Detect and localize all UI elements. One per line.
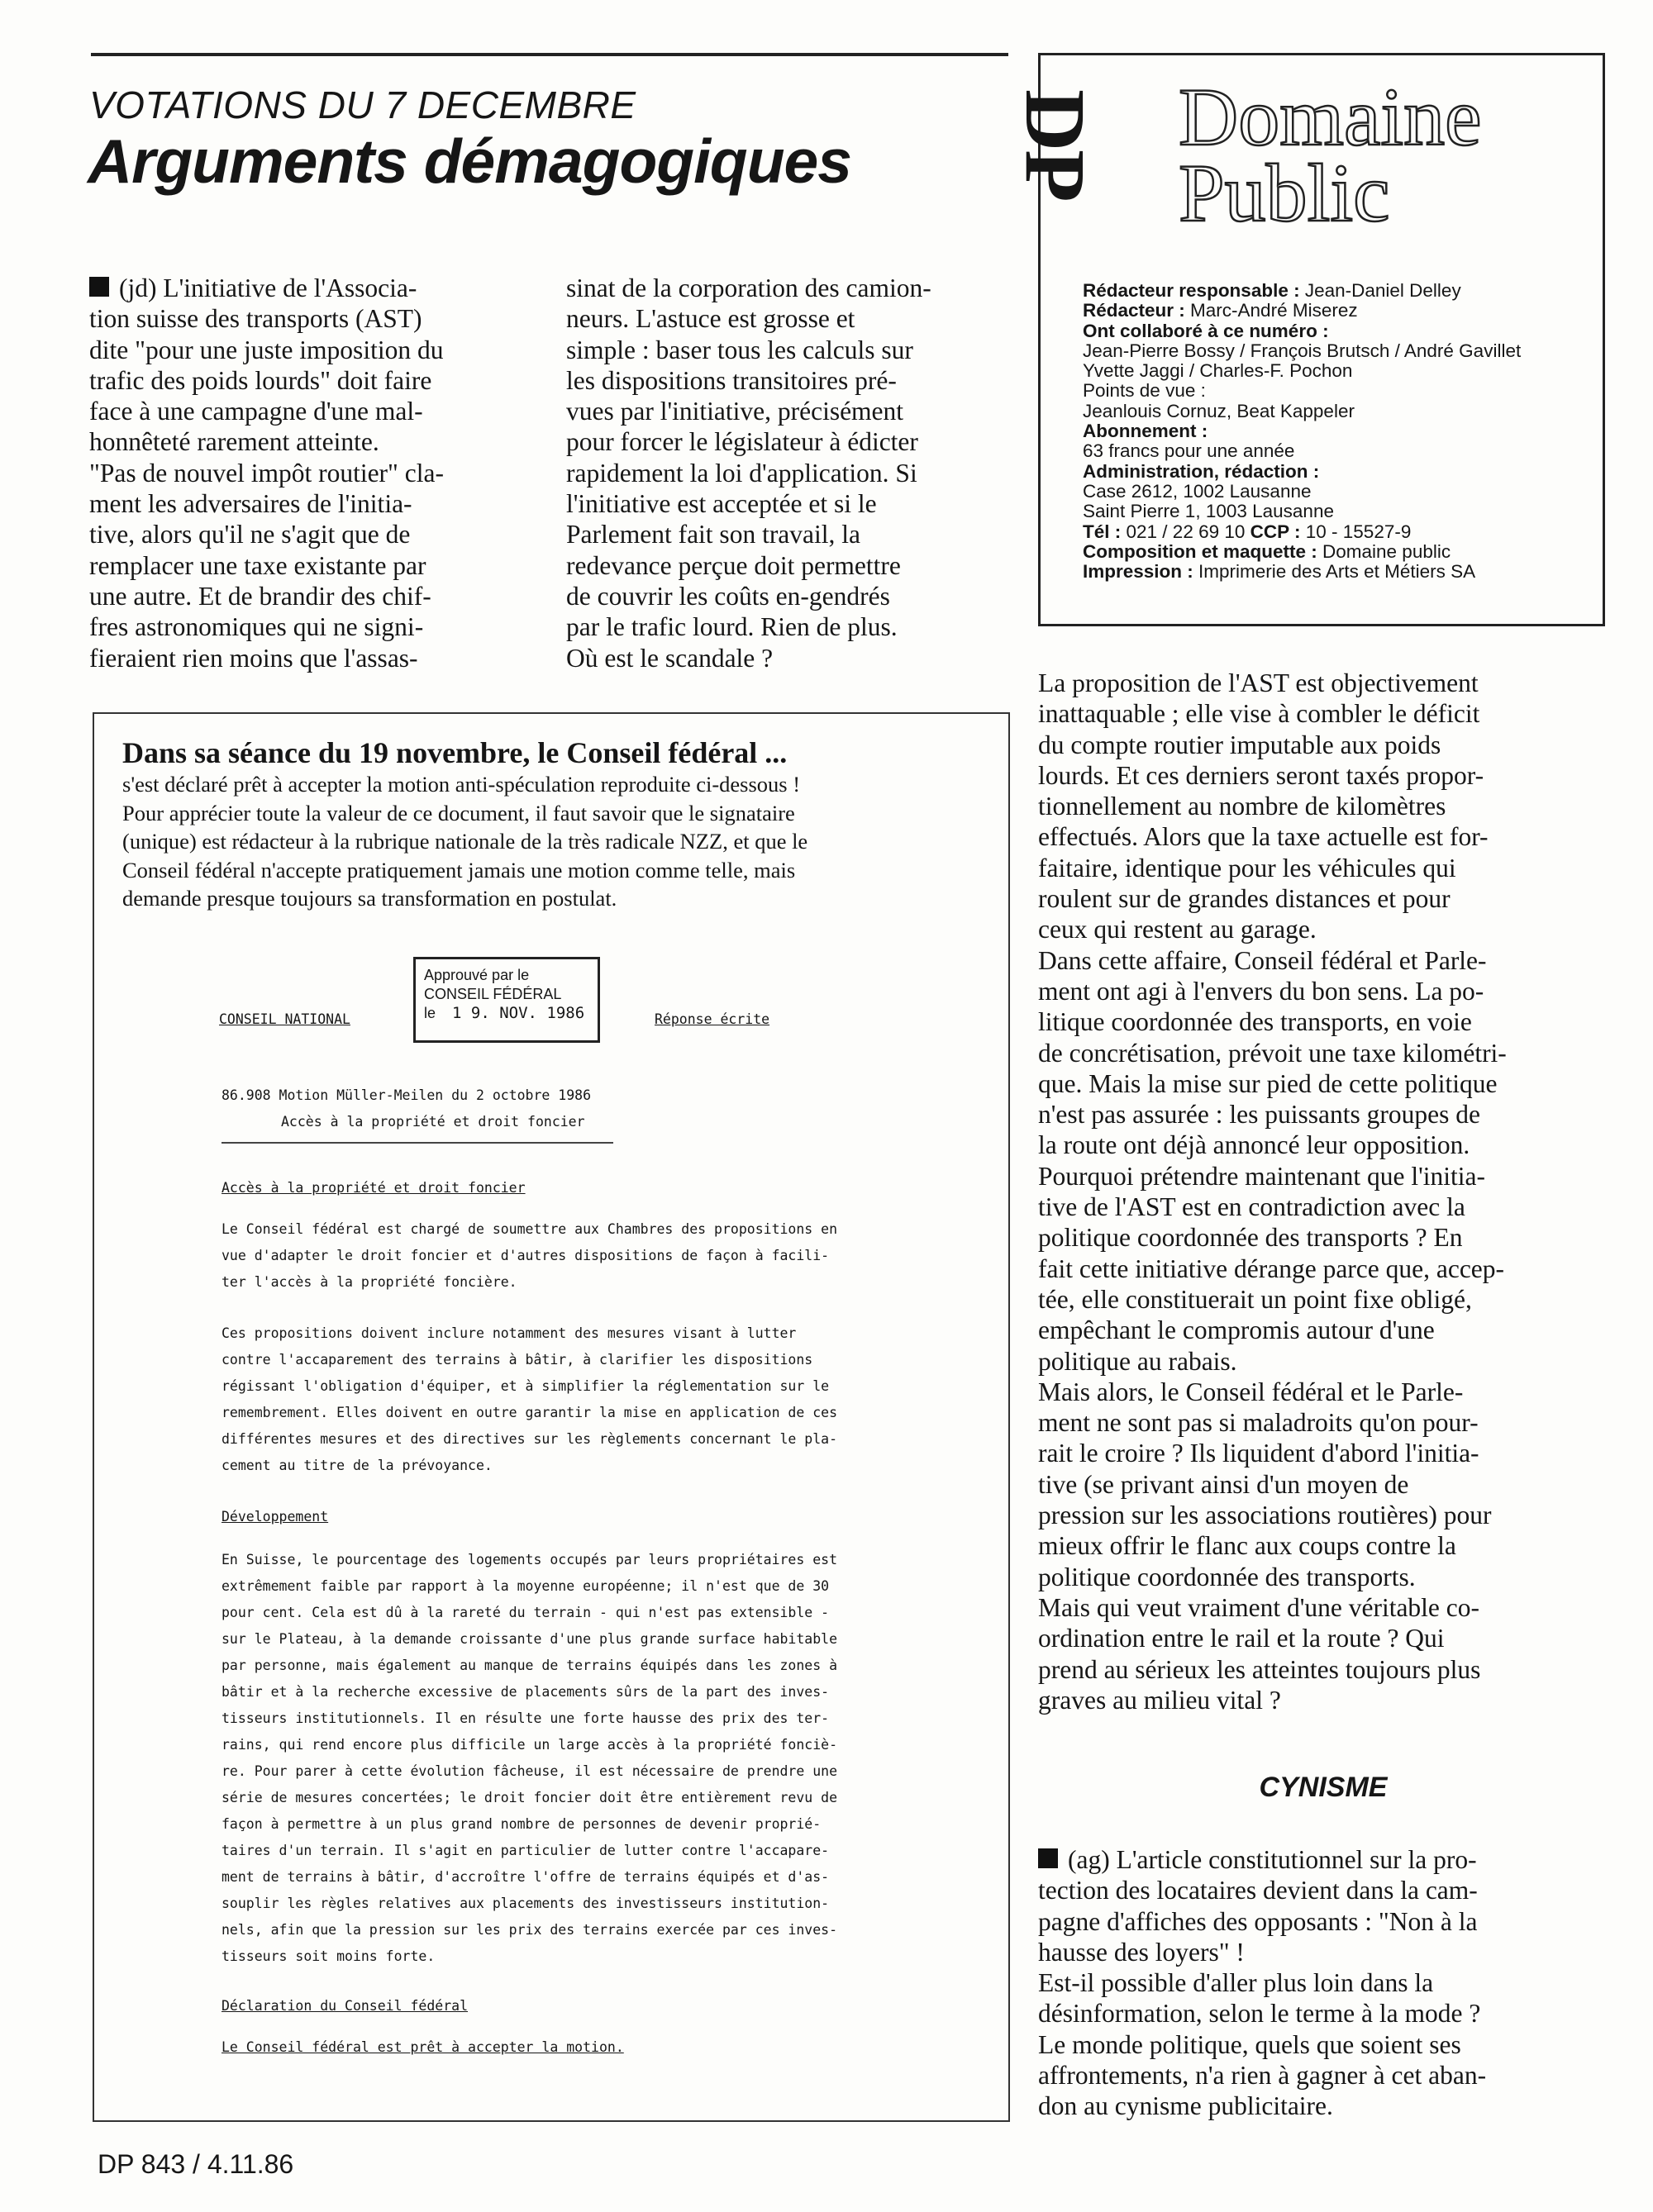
top-rule — [91, 53, 1008, 56]
article-line: Pourquoi prétendre maintenant que l'initia- — [1038, 1161, 1486, 1191]
doc-line: ter l'accès à la propriété foncière. — [222, 1274, 517, 1290]
article-line: inattaquable ; elle vise à combler le déficit — [1038, 699, 1480, 729]
doc-line: différentes mesures et des directives sur les règlements concernant le pla- — [222, 1431, 838, 1447]
article-column-3 — [1038, 668, 1608, 1715]
article-line: ment les adversaires de l'initia- — [89, 489, 412, 519]
article-line: fait cette initiative dérange parce que, accep- — [1038, 1253, 1505, 1283]
doc-line: contre l'accaparement des terrains à bâtir, à clarifier les dispositions — [222, 1352, 813, 1368]
doc-line: souplir les règles relatives aux placements des investisseurs institution- — [222, 1896, 830, 1911]
article-line: de concrétisation, prévoit une taxe kilométri- — [1038, 1038, 1507, 1068]
doc-line: Le Conseil fédéral est chargé de soumettre aux Chambres des propositions en — [222, 1221, 838, 1237]
article-line: rapidement la loi d'application. Si — [566, 458, 917, 488]
doc-line: façon à permettre à un plus grand nombre de personnes de devenir proprié- — [222, 1816, 822, 1832]
doc-line: par personne, mais également au manque de terrains équipés dans les zones à — [222, 1658, 838, 1673]
doc-line: série de mesures concertées; le droit foncier doit être entièrement revu de — [222, 1790, 838, 1805]
doc-line: remembrement. Elles doivent en outre garantir la mise en application de ces — [222, 1405, 838, 1420]
article-line: roulent sur de grandes distances et pour — [1038, 884, 1451, 914]
article-line: tionnellement au nombre de kilomètres — [1038, 792, 1446, 821]
doc-line: ment de terrains à bâtir, d'accroître l'offre de terrains équipés et d'as- — [222, 1869, 830, 1885]
box-intro-line: demande presque toujours sa transformation en postulat. — [122, 886, 617, 911]
masthead-title-line-1: Domaine — [1179, 71, 1482, 163]
doc-header-right: Réponse écrite — [655, 1011, 770, 1027]
article-line: tive (se privant ainsi d'un moyen de — [1038, 1469, 1409, 1499]
box-intro-line: Conseil fédéral n'accepte pratiquement jamais une motion comme telle, mais — [122, 857, 796, 882]
motion-line-2: Accès à la propriété et droit foncier — [281, 1114, 585, 1130]
article-line: rait le croire ? Ils liquident d'abord l'initia- — [1038, 1439, 1479, 1468]
article-line: ment ont agi à l'envers du bon sens. La po- — [1038, 976, 1484, 1006]
article-line: ordination entre le rail et la route ? Qui — [1038, 1624, 1445, 1653]
headline-title: Arguments démagogiques — [88, 126, 851, 196]
article-line: lourds. Et ces derniers seront taxés propor- — [1038, 760, 1484, 790]
doc-line: cement au titre de la prévoyance. — [222, 1458, 493, 1473]
article-line: l'initiative est acceptée et si le — [566, 489, 877, 519]
article-line: politique au rabais. — [1038, 1346, 1237, 1376]
article-line: affrontements, n'a rien à gagner à cet aban- — [1038, 2061, 1487, 2091]
doc-line: En Suisse, le pourcentage des logements occupés par leurs propriétaires est — [222, 1552, 838, 1567]
article-line: tion suisse des transports (AST) — [89, 304, 422, 334]
motion-divider — [222, 1142, 613, 1144]
article-line: Le monde politique, quels que soient ses — [1038, 2029, 1461, 2059]
credit-line: Case 2612, 1002 Lausanne — [1083, 480, 1312, 502]
doc-section-title-1: Accès à la propriété et droit foncier — [222, 1180, 526, 1196]
credit-line: Rédacteur responsable : Jean-Daniel Delley — [1083, 280, 1461, 301]
article-line: don au cynisme publicitaire. — [1038, 2091, 1333, 2121]
article-line: de couvrir les coûts en-gendrés — [566, 581, 890, 611]
doc-line: bâtir et à la recherche excessive de placements sûrs de la part des inves- — [222, 1684, 830, 1700]
doc-line: Ces propositions doivent inclure notamment des mesures visant à lutter — [222, 1325, 797, 1341]
article-line: du compte routier imputable aux poids — [1038, 730, 1441, 759]
box-intro — [122, 770, 977, 913]
article-line: politique coordonnée des transports ? En — [1038, 1223, 1463, 1253]
article-line: sinat de la corporation des camion- — [566, 274, 931, 302]
article-line: mieux offrir le flanc aux coups contre la — [1038, 1531, 1456, 1561]
doc-paragraph-2 — [222, 1320, 883, 1479]
doc-line: tisseurs soit moins forte. — [222, 1948, 436, 1964]
article-line: Parlement fait son travail, la — [566, 520, 861, 549]
article-line: faitaire, identique pour les véhicules qui — [1038, 853, 1456, 882]
article-line: empêchant le compromis autour d'une — [1038, 1315, 1435, 1345]
square-bullet-icon — [1038, 1848, 1058, 1868]
doc-paragraph-3 — [222, 1547, 883, 1970]
article-line: remplacer une taxe existante par — [89, 550, 426, 580]
article-line: trafic des poids lourds" doit faire — [89, 365, 432, 395]
headline-kicker: VOTATIONS DU 7 DECEMBRE — [89, 83, 636, 126]
stamp-line-1: Approuvé par le — [424, 967, 530, 983]
article-line: Où est le scandale ? — [566, 643, 774, 673]
doc-line: re. Pour parer à cette évolution fâcheuse, il est nécessaire de prendre une — [222, 1763, 838, 1779]
article-line: effectués. Alors que la taxe actuelle est for- — [1038, 822, 1489, 852]
article-line: dite "pour une juste imposition du — [89, 335, 444, 364]
credit-line: Administration, rédaction : — [1083, 460, 1320, 482]
article-column-1 — [89, 273, 538, 673]
article-line: Mais qui veut vraiment d'une véritable co- — [1038, 1592, 1480, 1622]
article-line: fres astronomiques qui ne signi- — [89, 612, 424, 642]
article-line: Dans cette affaire, Conseil fédéral et Parle- — [1038, 945, 1487, 975]
doc-declaration: Le Conseil fédéral est prêt à accepter la motion. — [222, 2039, 624, 2055]
article-line: (ag) L'article constitutionnel sur la pro- — [1038, 1844, 1608, 1875]
cynisme-article — [1038, 1844, 1608, 2122]
article-line: Mais alors, le Conseil fédéral et le Parle- — [1038, 1377, 1464, 1406]
article-line: ceux qui restent au garage. — [1038, 915, 1317, 944]
article-line: face à une campagne d'une mal- — [89, 397, 423, 426]
article-line: politique coordonnée des transports. — [1038, 1562, 1416, 1591]
box-heading: Dans sa séance du 19 novembre, le Conseil fédéral ... — [122, 736, 788, 769]
doc-section-title-2: Développement — [222, 1509, 329, 1525]
credit-line: Ont collaboré à ce numéro : — [1083, 320, 1329, 341]
issue-footer: DP 843 / 4.11.86 — [98, 2149, 294, 2179]
article-line: hausse des loyers" ! — [1038, 1937, 1245, 1967]
doc-line: tisseurs institutionnels. Il en résulte une forte hausse des prix des ter- — [222, 1710, 830, 1726]
doc-line: régissant l'obligation d'équiper, et à simplifier la réglementation sur le — [222, 1378, 830, 1394]
article-line: la route ont déjà annoncé leur opposition. — [1038, 1130, 1470, 1160]
credit-line: Yvette Jaggi / Charles-F. Pochon — [1083, 360, 1353, 382]
article-line: les dispositions transitoires pré- — [566, 365, 897, 395]
article-line: tection des locataires devient dans la cam- — [1038, 1876, 1478, 1905]
credit-line: Composition et maquette : Domaine public — [1083, 540, 1451, 562]
credit-line: Points de vue : — [1083, 380, 1206, 402]
article-line: pagne d'affiches des opposants : "Non à la — [1038, 1906, 1478, 1936]
article-line: par le trafic lourd. Rien de plus. — [566, 612, 898, 642]
section-heading-cynisme: CYNISME — [1259, 1772, 1388, 1803]
masthead-title — [1179, 71, 1482, 239]
doc-line: taires d'un terrain. Il s'agit en particulier de lutter contre l'accapare- — [222, 1843, 830, 1858]
credit-line: Abonnement : — [1083, 421, 1208, 442]
box-intro-line: Pour apprécier toute la valeur de ce document, il faut savoir que le signataire — [122, 800, 795, 825]
square-bullet-icon — [89, 277, 109, 297]
credit-line: Rédacteur : Marc-André Miserez — [1083, 300, 1358, 321]
article-line: Est-il possible d'aller plus loin dans la — [1038, 1968, 1434, 1998]
article-line: graves au milieu vital ? — [1038, 1685, 1281, 1715]
article-line: redevance perçue doit permettre — [566, 550, 901, 580]
masthead-title-line-2: Public — [1179, 147, 1390, 239]
article-line: prend au sérieux les atteintes toujours plus — [1038, 1654, 1481, 1684]
article-line: simple : baser tous les calculs sur — [566, 335, 913, 364]
stamp-line-3: le 1 9. NOV. 1986 — [424, 1004, 585, 1022]
doc-line: nels, afin que la pression sur les prix des terrains exercée par ces inves- — [222, 1922, 838, 1938]
credit-line: Jeanlouis Cornuz, Beat Kappeler — [1083, 400, 1355, 421]
article-line: La proposition de l'AST est objectivement — [1038, 668, 1479, 697]
article-line: tive de l'AST est en contradiction avec la — [1038, 1192, 1465, 1222]
article-line: vues par l'initiative, précisément — [566, 397, 904, 426]
article-column-2 — [566, 273, 1008, 673]
article-line: ment ne sont pas si maladroits qu'on pour- — [1038, 1408, 1479, 1438]
stamp-line-2: CONSEIL FÉDÉRAL — [424, 986, 562, 1002]
article-line: fieraient rien moins que l'assas- — [89, 643, 418, 673]
article-line: "Pas de nouvel impôt routier" cla- — [89, 458, 444, 488]
article-line: que. Mais la mise sur pied de cette politique — [1038, 1068, 1498, 1098]
credit-line: Tél : 021 / 22 69 10 CCP : 10 - 15527-9 — [1083, 521, 1412, 542]
credit-line: Impression : Imprimerie des Arts et Métiers SA — [1083, 561, 1476, 583]
article-line: pour forcer le législateur à édicter — [566, 427, 918, 457]
doc-line: extrêmement faible par rapport à la moyenne européenne; il n'est que de 30 — [222, 1578, 830, 1594]
box-intro-line: s'est déclaré prêt à accepter la motion anti-spéculation reproduite ci-dessous ! — [122, 772, 801, 797]
credit-line: Jean-Pierre Bossy / François Brutsch / André Gavillet — [1083, 340, 1522, 361]
doc-paragraph-1 — [222, 1216, 883, 1296]
doc-header-left: CONSEIL NATIONAL — [219, 1011, 350, 1027]
article-line: litique coordonnée des transports, en voie — [1038, 1007, 1472, 1037]
article-line: une autre. Et de brandir des chif- — [89, 581, 431, 611]
article-line: (jd) L'initiative de l'Associa- — [89, 273, 538, 303]
article-line: désinformation, selon le terme à la mode ? — [1038, 1999, 1481, 2029]
box-intro-line: (unique) est rédacteur à la rubrique nationale de la très radicale NZZ, et que le — [122, 829, 808, 854]
motion-line-1: 86.908 Motion Müller-Meilen du 2 octobre 1986 — [222, 1087, 592, 1103]
doc-line: pour cent. Cela est dû à la rareté du terrain - qui n'est pas extensible - — [222, 1605, 830, 1620]
article-line: honnêteté rarement atteinte. — [89, 427, 379, 457]
masthead-credits — [1083, 281, 1595, 582]
credit-line: 63 francs pour une année — [1083, 440, 1295, 462]
doc-section-title-3: Déclaration du Conseil fédéral — [222, 1998, 469, 2014]
credit-line: Saint Pierre 1, 1003 Lausanne — [1083, 501, 1334, 522]
doc-line: vue d'adapter le droit foncier et d'autres dispositions de façon à facili- — [222, 1248, 830, 1263]
masthead-dp-logo: DP — [1008, 89, 1103, 201]
doc-line: sur le Plateau, à la demande croissante d'une plus grande surface habitable — [222, 1631, 838, 1647]
article-line: neurs. L'astuce est grosse et — [566, 304, 855, 334]
article-line: tée, elle constituerait un point fixe obligé, — [1038, 1284, 1472, 1314]
article-line: tive, alors qu'il ne s'agit que de — [89, 520, 411, 549]
article-line: n'est pas assurée : les puissants groupes de — [1038, 1100, 1480, 1130]
doc-line: rains, qui rend encore plus difficile un large accès à la propriété fonciè- — [222, 1737, 838, 1753]
article-line: pression sur les associations routières) pour — [1038, 1501, 1492, 1530]
approval-stamp — [413, 957, 600, 1043]
